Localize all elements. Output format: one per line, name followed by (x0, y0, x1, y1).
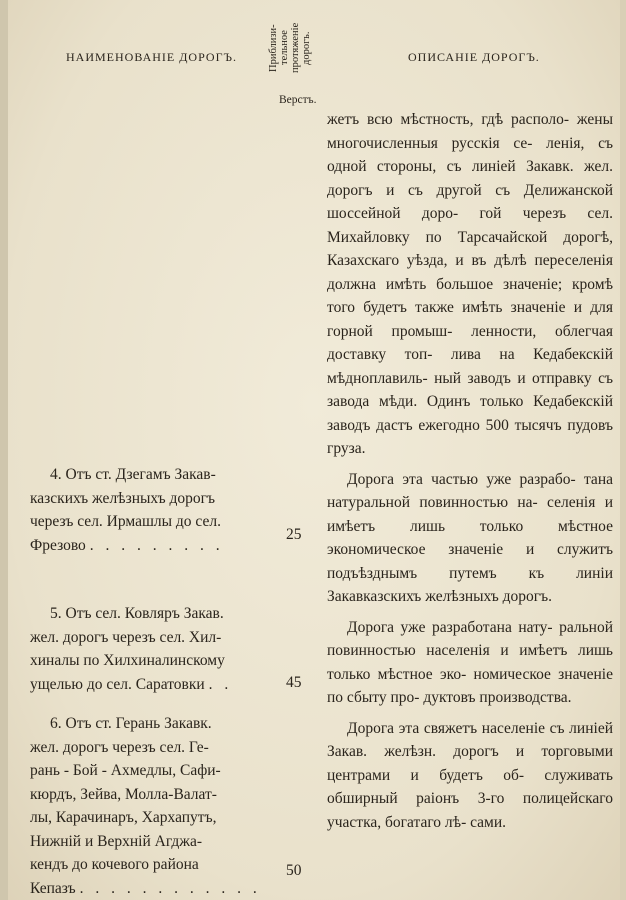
road-line: рань - Бой - Ахмедлы, Сафи- (30, 762, 221, 779)
road-line: черезъ сел. Ирмашлы до сел. (30, 513, 221, 530)
description-paragraph: Дорога эта частью уже разрабо- тана натуральной повинностью на- селенія и имѣетъ лишь только мѣстное экономическое значеніе и служитъ подъѣзднымъ путемъ къ линіи Закавказскихъ желѣзныхъ дорогъ. (327, 470, 613, 605)
road-last-line (30, 534, 280, 558)
road-line: кюрдъ, Зейва, Молла-Валат- (30, 785, 217, 803)
description-paragraph: жетъ всю мѣстность, гдѣ располо- жены многочисленныя русскія се- ленія, съ одной стороны, съ линіей Закавк. жел. дорогъ и съ другой съ Делижанской шоссейной доро- гой черезъ сел. Михайловку по Тарсачайской дорогѣ, Казахскаго уѣзда, и въ дѣлѣ переселенія должна имѣть большое значеніе; кромѣ того будетъ также имѣть значеніе и для горной промыш- ленности, облегчая доставку топ- лива на Кедабекскій мѣдноплавиль- ный заводъ и отправку съ завода мѣди. Одинъ только Кедабекскій заводъ дастъ ежегодно 500 тысячъ пудовъ груза. (327, 111, 613, 457)
descriptions-column (327, 108, 613, 834)
road-distance-5: 45 (286, 674, 302, 691)
road-line: хиналы по Хилхиналинскому (30, 652, 225, 669)
road-entry-5 (30, 602, 280, 696)
road-line: лы, Карачинаръ, Хархапутъ, (30, 809, 217, 826)
road-line: жел. дорогъ черезъ сел. Ге- (30, 738, 209, 756)
column-header-unit: Верстъ. (279, 94, 317, 106)
column-header-distance-line: тельное (279, 30, 290, 66)
road-line: ущелью до сел. Саратовки (30, 675, 205, 693)
road-distance-6: 50 (286, 862, 302, 879)
road-last-line (30, 877, 280, 900)
description-paragraph: Дорога уже разработана нату- ральной повинностью населенія и имѣетъ лишь только мѣстное эко- номическое значеніе по сбыту про- дуктовъ производства. (327, 618, 613, 706)
road-line: жел. дорогъ черезъ сел. Хил- (30, 628, 222, 646)
road-line: Кепазъ (30, 879, 76, 897)
road-line: Фрезово (30, 536, 86, 554)
road-distance-4: 25 (286, 526, 302, 543)
column-header-description: ОПИСАНІЕ ДОРОГЪ. (408, 50, 540, 64)
page-edge (620, 0, 626, 900)
dot-leader: . . (208, 675, 233, 693)
road-last-line (30, 673, 280, 697)
dot-leader: . . . . . . . . . . . . (79, 879, 261, 897)
road-line: 5. Отъ сел. Ковляръ Закав. (50, 605, 224, 622)
road-line: Нижній и Верхній Агджа- (30, 832, 203, 850)
description-paragraph: Дорога эта свяжетъ населеніе съ линіей Закав. желѣзн. дорогъ и торговыми центрами и будетъ об- служивать обширный раіонъ 3-го полицейскаго участка, богатаго лѣ- сами. (327, 719, 613, 831)
column-header-distance-line: дорогъ. (301, 31, 312, 65)
road-line: кендъ до кочевого района (30, 856, 199, 873)
road-line: казскихъ желѣзныхъ дорогъ (30, 489, 215, 507)
road-line: 6. Отъ ст. Герань Закавк. (50, 715, 212, 732)
road-line: 4. Отъ ст. Дзегамъ Закав- (50, 466, 216, 483)
dot-leader: . . . . . . . . . (89, 536, 224, 554)
column-header-distance-line: Приблизи- (268, 24, 279, 72)
column-header-distance (268, 6, 338, 90)
column-header-road-name: НАИМЕНОВАНІЕ ДОРОГЪ. (66, 50, 237, 64)
road-entry-6 (30, 712, 280, 900)
page-gutter (0, 0, 8, 900)
road-entry-4 (30, 463, 280, 557)
column-header-distance-line: протяженіе (290, 22, 301, 74)
